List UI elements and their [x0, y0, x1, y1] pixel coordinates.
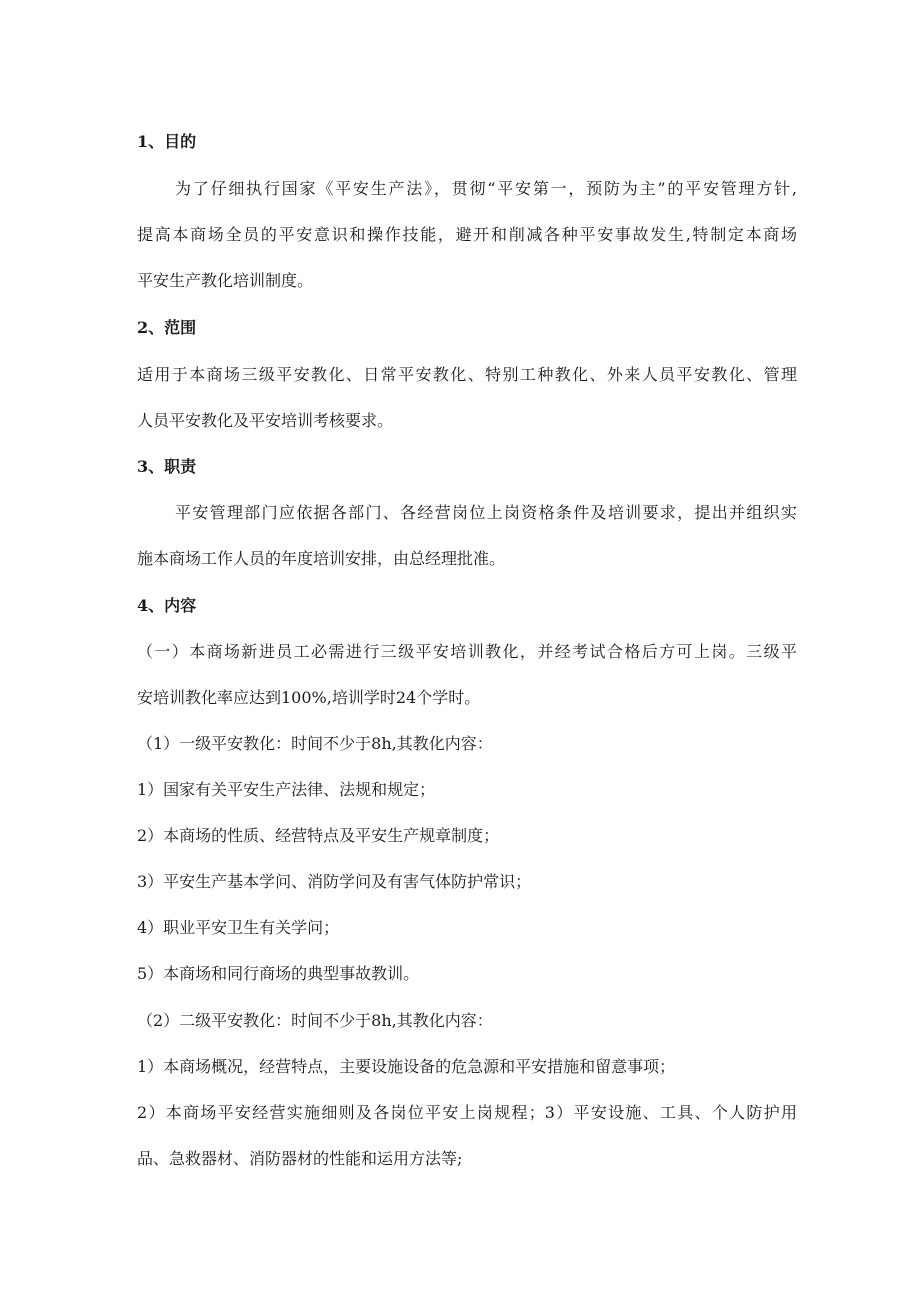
paragraph-line: 为了仔细执行国家《平安生产法》，贯彻“平安第一，预防为主”的平安管理方针,: [175, 179, 797, 198]
paragraph-line: 施本商场工作人员的年度培训安排，由总经理批准。: [137, 549, 506, 568]
list-item: 3）平安生产基本学问、消防学问及有害气体防护常识；: [137, 872, 532, 891]
paragraph-line: 平安管理部门应依据各部门、各经营岗位上岗资格条件及培训要求，提出并组织实: [175, 503, 797, 522]
section-heading-content: 4、内容: [137, 596, 197, 615]
list-item: 4）职业平安卫生有关学问；: [137, 918, 340, 937]
section-heading-scope: 2、范围: [137, 318, 197, 337]
paragraph-line: 平安生产教化培训制度。: [137, 271, 314, 290]
section-heading-duty: 3、职责: [137, 457, 197, 476]
paragraph-line: 人员平安教化及平安培训考核要求。: [137, 411, 394, 430]
list-item: 2）本商场平安经营实施细则及各岗位平安上岗规程；3）平安设施、工具、个人防护用: [137, 1103, 797, 1122]
list-item: 5）本商场和同行商场的典型事故教训。: [137, 964, 420, 983]
list-item: 1）本商场概况，经营特点，主要设施设备的危急源和平安措施和留意事项；: [137, 1057, 676, 1076]
paragraph-line: （一）本商场新进员工必需进行三级平安培训教化，并经考试合格后方可上岗。三级平: [137, 642, 797, 661]
list-item: 2）本商场的性质、经营特点及平安生产规章制度；: [137, 826, 500, 845]
paragraph-line: 适用于本商场三级平安教化、日常平安教化、特别工种教化、外来人员平安教化、管理: [137, 365, 797, 384]
paragraph-line: 提高本商场全员的平安意识和操作技能，避开和削减各种平安事故发生,特制定本商场: [137, 225, 797, 244]
list-heading: （1）一级平安教化：时间不少于8h,其教化内容：: [137, 734, 493, 753]
paragraph-line: 安培训教化率应达到100%,培训学时24个学时。: [137, 688, 481, 707]
list-item: 1）国家有关平安生产法律、法规和规定；: [137, 780, 436, 799]
list-item: 品、急救器材、消防器材的性能和运用方法等;: [137, 1149, 463, 1168]
section-heading-purpose: 1、目的: [137, 132, 197, 151]
list-heading: （2）二级平安教化：时间不少于8h,其教化内容：: [137, 1011, 493, 1030]
